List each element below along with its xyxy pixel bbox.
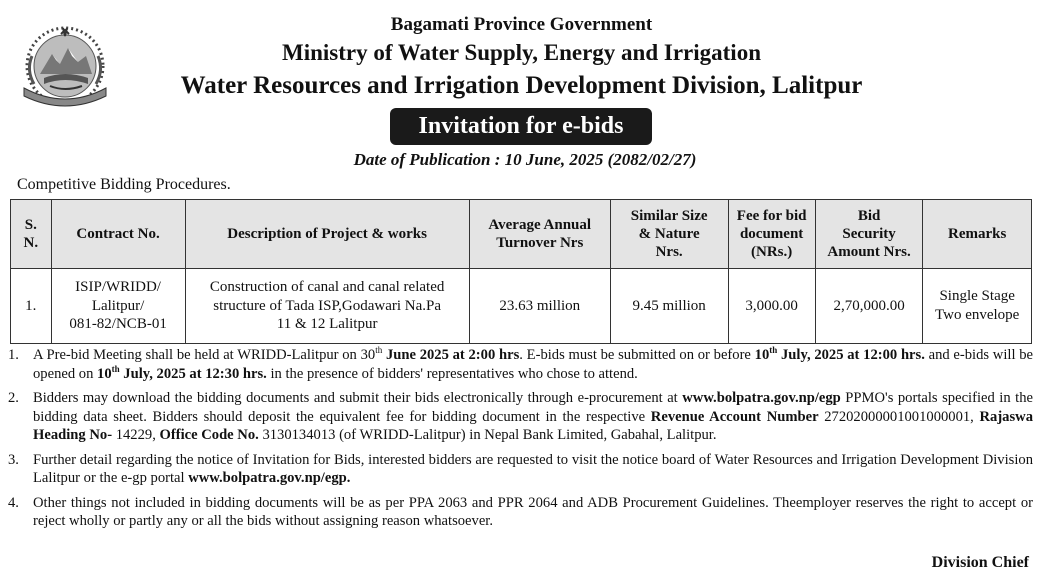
note-4 [8, 494, 1033, 531]
cell-contract-no: ISIP/WRIDD/ Lalitpur/ 081-82/NCB-01 [51, 269, 185, 344]
note-number: 2. [8, 390, 19, 406]
notes-list [8, 346, 1033, 537]
cell-remarks: Single Stage Two envelope [923, 269, 1032, 344]
header-similar-size: Similar Size & Nature Nrs. [610, 200, 728, 269]
header-turnover: Average Annual Turnover Nrs [469, 200, 610, 269]
header-contract-no: Contract No. [51, 200, 185, 269]
note-1 [8, 346, 1033, 383]
note-text: Bidders may download the bidding documents and submit their bids electronically through e-procurement at www.bolpatra.gov.np/egp PPMO's portals specified in the bidding data sheet. Bidders should deposit the equivalent fee for bidding document in the respective Revenue Account Number 27202000001001000001, Rajaswa Heading No- 14229, Office Code No. 3130134013 (of WRIDD-Lalitpur) in Nepal Bank Limited, Gabahal, Lalitpur. [33, 390, 1034, 443]
header-bid-security: Bid Security Amount Nrs. [815, 200, 923, 269]
bolpatra-link[interactable]: www.bolpatra.gov.np/egp. [188, 470, 351, 486]
note-number: 4. [8, 494, 19, 511]
cell-description: Construction of canal and canal related structure of Tada ISP,Godawari Na.Pa 11 & 12 Lalitpur [185, 269, 469, 344]
province-name: Bagamati Province Government [390, 14, 653, 35]
bidding-procedure: Competitive Bidding Procedures. [17, 176, 231, 193]
table-header-row [11, 200, 1032, 269]
publication-date: Date of Publication : 10 June, 2025 (2082/02/27) [353, 150, 697, 169]
note-text: Other things not included in bidding documents will be as per PPA 2063 and PPR 2064 and ADB Procurement Guidelines. Theemployer reserves the right to accept or reject wholly or partly any or all the bids without assigning reason whatsoever. [33, 494, 1033, 529]
note-number: 3. [8, 451, 19, 468]
header-sn: S. N. [11, 200, 52, 269]
division-name: Water Resources and Irrigation Development Division, Lalitpur [180, 72, 863, 99]
cell-sn: 1. [11, 269, 52, 344]
notice-title: Invitation for e-bids [390, 108, 652, 145]
header-description: Description of Project & works [185, 200, 469, 269]
table-row [11, 269, 1032, 344]
cell-bid-security: 2,70,000.00 [815, 269, 923, 344]
header-remarks: Remarks [923, 200, 1032, 269]
cell-turnover: 23.63 million [469, 269, 610, 344]
note-2 [8, 389, 1033, 445]
header-fee: Fee for bid document (NRs.) [728, 200, 815, 269]
cell-similar-size: 9.45 million [610, 269, 728, 344]
bolpatra-link[interactable]: www.bolpatra.gov.np/egp [682, 390, 841, 406]
note-3 [8, 451, 1033, 488]
note-text: Further detail regarding the notice of Invitation for Bids, interested bidders are requested to visit the notice board of Water Resources and Irrigation Development Division Lalitpur or the e-gp portal www.bolpatra.gov.np/egp. [33, 451, 1033, 486]
note-text: A Pre-bid Meeting shall be held at WRIDD-Lalitpur on 30th June 2025 at 2:00 hrs. E-bids must be submitted on or before 10th July, 2025 at 12:00 hrs. and e-bids will be opened on 10th July, 2025 at 12:30 hrs. in the presence of bidders' representatives who chose to attend. [33, 345, 1034, 382]
cell-fee: 3,000.00 [728, 269, 815, 344]
note-number: 1. [8, 347, 19, 363]
ministry-name: Ministry of Water Supply, Energy and Irrigation [281, 40, 761, 65]
bids-table [10, 199, 1032, 344]
signatory-title: Division Chief [931, 554, 1029, 571]
